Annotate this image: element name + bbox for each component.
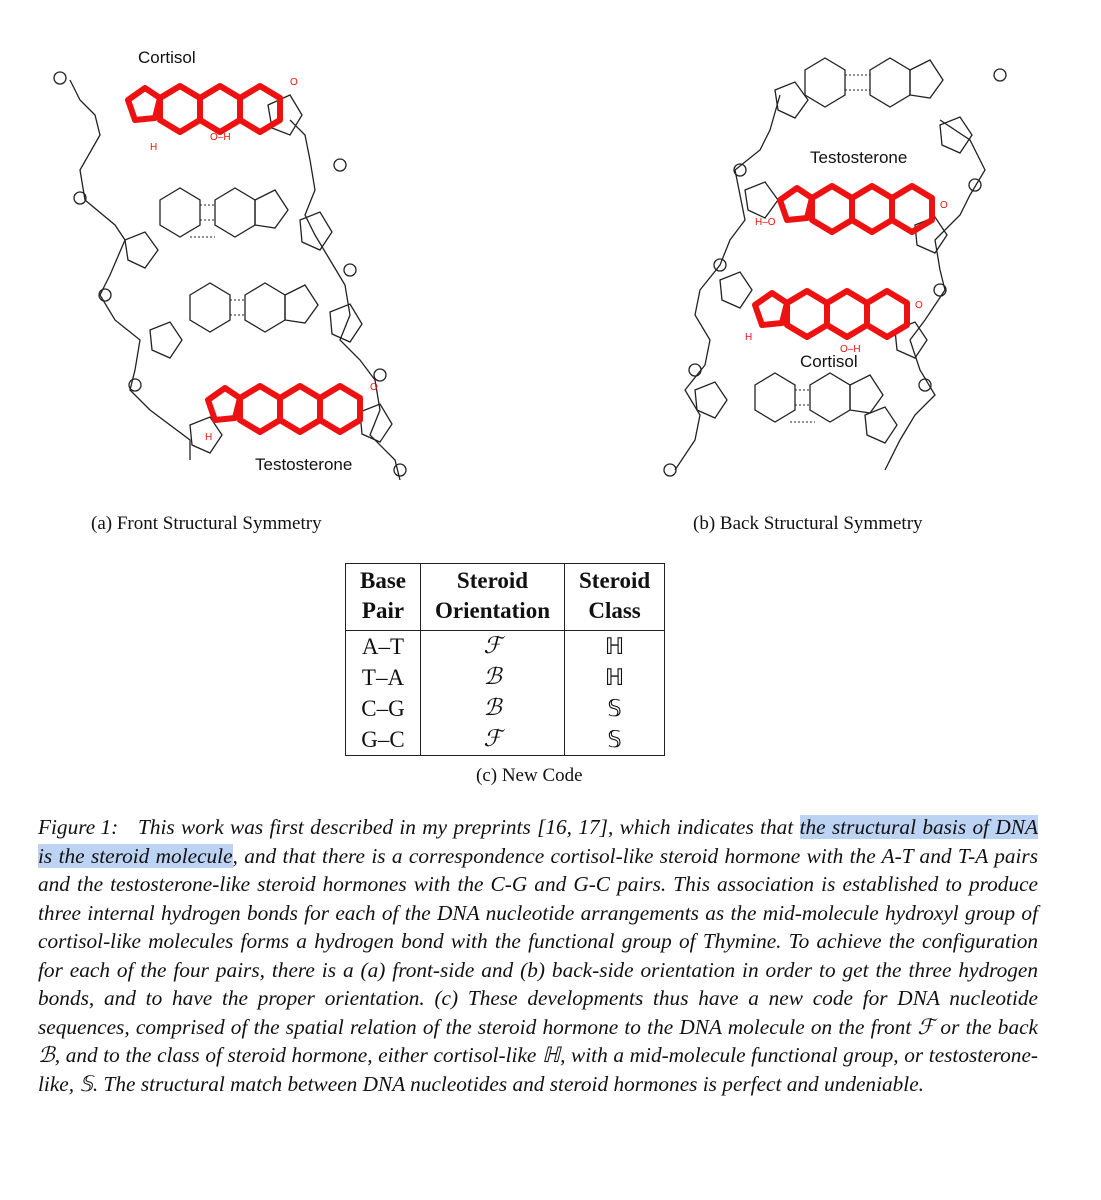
subcaption-b: (b) Back Structural Symmetry: [693, 513, 923, 534]
caption-text-after: , and that there is a correspondence cortisol-like steroid hormone with the A-T and T-A pairs and the testosterone-like steroid hormones with the C-G and G-C pairs. This association is established to produce three internal hydrogen bonds for each of the DNA nucleotide arrangements as the mid-molecule hydroxyl group of cortisol-like molecules forms a hydrogen bond with the functional group of Thymine. To achieve the configuration for each of the four pairs, there is a (a) front-side and (b) back-side orientation in order to get the three hydrogen bonds, and to have the proper orientation. (c) These developments thus have a new code for DNA nucleotide sequences, comprised of the spatial relation of the steroid hormone to the DNA molecule on the front ℱ or the back ℬ, and to the class of steroid hormone, either cortisol-like ℍ, with a mid-molecule functional group, or testosterone-like, 𝕊. The structural match between DNA nucleotides and steroid hormones is perfect and undeniable.: [38, 843, 1038, 1096]
header-steroid-orientation: Steroid Orientation: [421, 564, 565, 631]
header-base-pair: Base Pair: [346, 564, 421, 631]
subcaption-c: (c) New Code: [476, 765, 583, 786]
testosterone-label-b: Testosterone: [810, 148, 908, 167]
orientation-cell: ℬ: [421, 693, 565, 724]
class-cell: ℍ: [565, 631, 665, 663]
orientation-cell: ℬ: [421, 662, 565, 693]
base-pair-cell: G–C: [346, 724, 421, 756]
header-steroid-class: Steroid Class: [565, 564, 665, 631]
svg-text:H: H: [150, 142, 158, 153]
highlighted-text[interactable]: the structural basis of DNA is the steroid molecule: [38, 815, 1038, 868]
svg-text:O: O: [370, 382, 378, 393]
svg-text:O: O: [290, 77, 298, 88]
class-cell: 𝕊: [565, 724, 665, 756]
class-cell: ℍ: [565, 662, 665, 693]
back-structure-diagram: [640, 40, 1040, 510]
svg-text:O–H: O–H: [210, 132, 231, 143]
table-row: [346, 693, 665, 724]
cortisol-label-b: Cortisol: [800, 352, 858, 371]
svg-text:H: H: [205, 432, 213, 443]
table-row: [346, 662, 665, 693]
class-cell: 𝕊: [565, 693, 665, 724]
orientation-cell: ℱ: [421, 631, 565, 663]
front-structure-diagram: [40, 40, 420, 500]
table-header-row: [346, 564, 665, 631]
base-pair-cell: A–T: [346, 631, 421, 663]
cortisol-label-a: Cortisol: [138, 48, 196, 67]
caption-text-before: This work was first described in my preprints [16, 17], which indicates that: [138, 815, 800, 839]
testosterone-label-a: Testosterone: [255, 455, 353, 474]
base-pair-cell: T–A: [346, 662, 421, 693]
figure-caption: [38, 813, 1038, 1098]
table-row: [346, 724, 665, 756]
figure-label: Figure 1:: [38, 815, 119, 839]
subcaption-a: (a) Front Structural Symmetry: [91, 513, 322, 534]
new-code-table: [345, 563, 665, 756]
base-pair-cell: C–G: [346, 693, 421, 724]
svg-text:H: H: [745, 332, 753, 343]
svg-text:O: O: [940, 200, 948, 211]
table-row: [346, 631, 665, 663]
svg-text:H–O: H–O: [755, 217, 776, 228]
svg-text:O–H: O–H: [840, 344, 861, 355]
orientation-cell: ℱ: [421, 724, 565, 756]
svg-text:O: O: [915, 300, 923, 311]
